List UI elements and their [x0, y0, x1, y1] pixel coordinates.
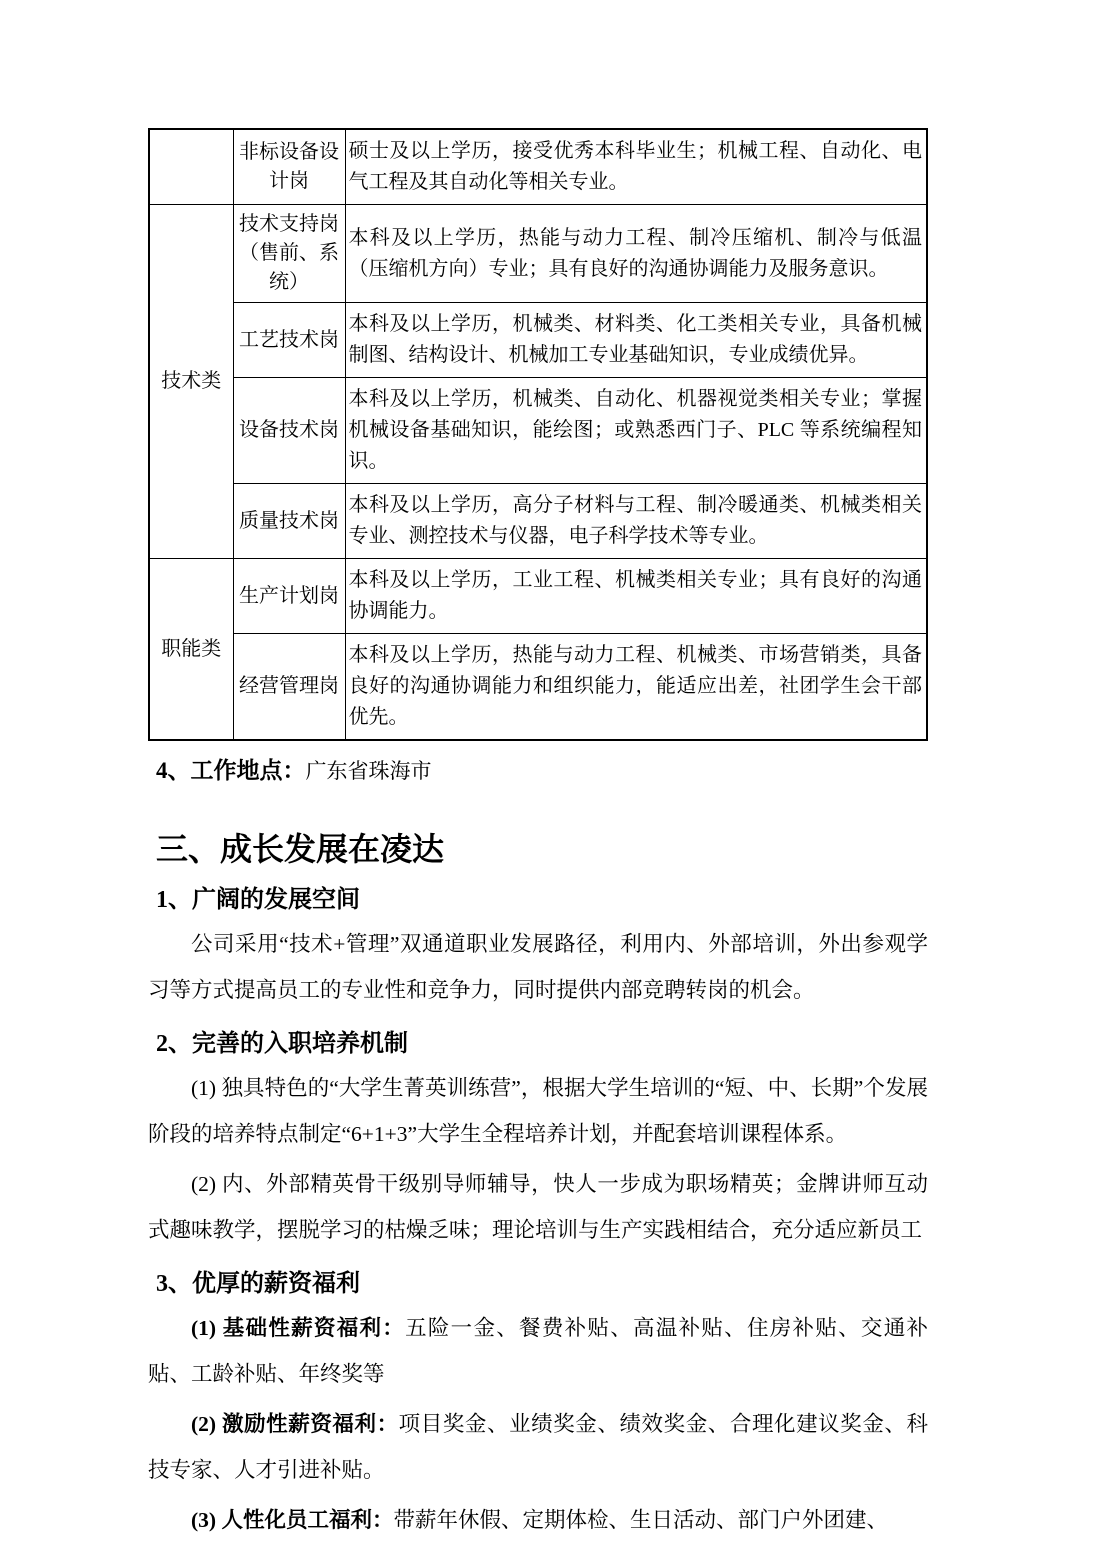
- benefit-basic-label: (1) 基础性薪资福利：: [191, 1316, 406, 1340]
- position-cell: 技术支持岗（售前、系统）: [233, 205, 345, 303]
- job-requirements-table: [148, 128, 928, 741]
- requirement-cell: 硕士及以上学历，接受优秀本科毕业生；机械工程、自动化、电气工程及其自动化等相关专业。: [345, 129, 927, 205]
- position-cell: 经营管理岗: [233, 634, 345, 741]
- benefit-basic-text: 五险一金、餐费补贴、高温补贴、住房补贴、交通补贴、工龄补贴、年终奖等: [148, 1316, 928, 1386]
- benefit-humanized-label: (3) 人性化员工福利：: [191, 1508, 394, 1532]
- category-cell: 职能类: [149, 559, 233, 741]
- table-row: [149, 378, 927, 484]
- position-cell: 工艺技术岗: [233, 303, 345, 378]
- work-location-label: 4、工作地点：: [156, 758, 306, 783]
- work-location-value: 广东省珠海市: [305, 759, 432, 783]
- table-row: [149, 634, 927, 741]
- page-content: [148, 128, 928, 1543]
- position-cell: 生产计划岗: [233, 559, 345, 634]
- position-cell: 设备技术岗: [233, 378, 345, 484]
- benefit-incentive-text: 项目奖金、业绩奖金、绩效奖金、合理化建议奖金、科技专家、人才引进补贴。: [148, 1412, 928, 1482]
- section-title-growth: 三、成长发展在凌达: [156, 831, 445, 867]
- paragraph-training-item-1: (1) 独具特色的“大学生菁英训练营”，根据大学生培训的“短、中、长期”个发展阶段的培养特点制定“6+1+3”大学生全程培养计划，并配套培训课程体系。: [148, 1076, 928, 1146]
- benefit-humanized-text: 带薪年休假、定期体检、生日活动、部门户外团建、: [393, 1508, 888, 1532]
- requirement-cell: 本科及以上学历，机械类、材料类、化工类相关专业，具备机械制图、结构设计、机械加工专业基础知识，专业成绩优异。: [345, 303, 927, 378]
- table-row: [149, 129, 927, 205]
- paragraph-development-space: 公司采用“技术+管理”双通道职业发展路径，利用内、外部培训，外出参观学习等方式提高员工的专业性和竞争力，同时提供内部竞聘转岗的机会。: [148, 932, 928, 1002]
- requirement-cell: 本科及以上学历，热能与动力工程、机械类、市场营销类，具备良好的沟通协调能力和组织能力，能适应出差，社团学生会干部优先。: [345, 634, 927, 741]
- table-row: [149, 484, 927, 559]
- requirement-cell: 本科及以上学历，热能与动力工程、制冷压缩机、制冷与低温（压缩机方向）专业；具有良好的沟通协调能力及服务意识。: [345, 205, 927, 303]
- paragraph-benefit-incentive: [148, 1401, 928, 1493]
- job-table-body: [149, 129, 927, 740]
- requirement-cell: 本科及以上学历，机械类、自动化、机器视觉类相关专业；掌握机械设备基础知识，能绘图；或熟悉西门子、PLC 等系统编程知识。: [345, 378, 927, 484]
- position-cell: 非标设备设计岗: [233, 129, 345, 205]
- category-cell: [149, 129, 233, 205]
- table-row: [149, 559, 927, 634]
- category-cell: 技术类: [149, 205, 233, 559]
- requirement-cell: 本科及以上学历，工业工程、机械类相关专业；具有良好的沟通协调能力。: [345, 559, 927, 634]
- subsection-title-training-mechanism: 2、完善的入职培养机制: [156, 1031, 408, 1057]
- subsection-title-development-space: 1、广阔的发展空间: [156, 887, 360, 913]
- table-row: [149, 205, 927, 303]
- paragraph-training-item-2: (2) 内、外部精英骨干级别导师辅导，快人一步成为职场精英；金牌讲师互动式趣味教学，摆脱学习的枯燥乏味；理论培训与生产实践相结合，充分适应新员工: [148, 1172, 928, 1242]
- benefit-incentive-label: (2) 激励性薪资福利：: [191, 1412, 399, 1436]
- paragraph-benefit-basic: [148, 1305, 928, 1397]
- subsection-title-salary-benefits: 3、优厚的薪资福利: [156, 1271, 360, 1297]
- position-cell: 质量技术岗: [233, 484, 345, 559]
- table-row: [149, 303, 927, 378]
- work-location-line: [156, 756, 928, 789]
- paragraph-benefit-humanized: [148, 1497, 928, 1543]
- requirement-cell: 本科及以上学历，高分子材料与工程、制冷暖通类、机械类相关专业、测控技术与仪器，电子科学技术等专业。: [345, 484, 927, 559]
